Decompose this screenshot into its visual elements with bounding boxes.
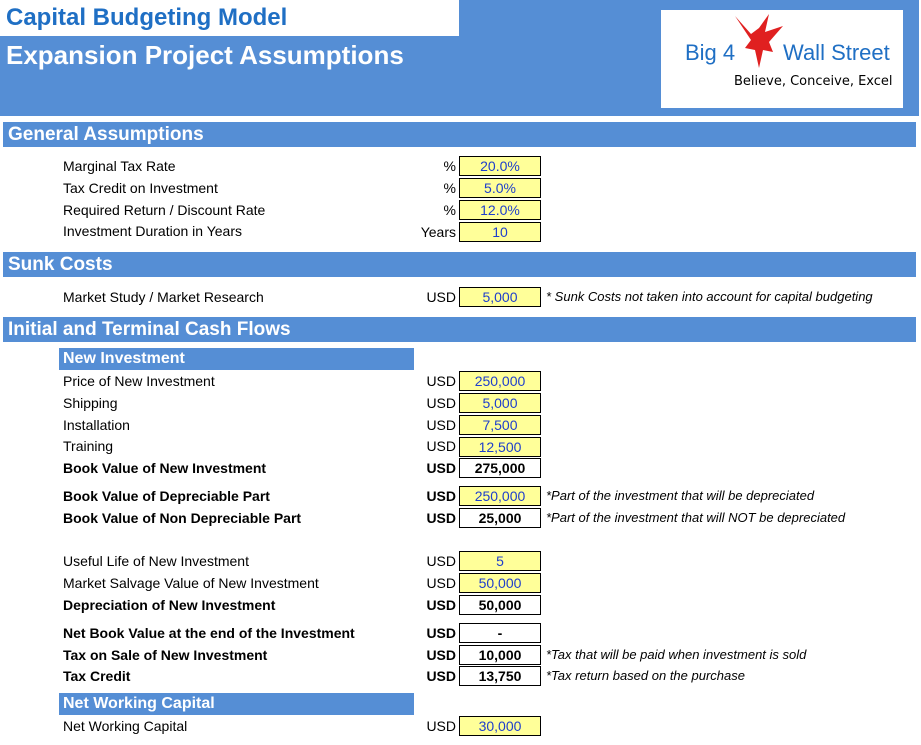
row-unit: USD bbox=[426, 668, 456, 684]
row-label: Tax on Sale of New Investment bbox=[63, 647, 268, 663]
row-unit: USD bbox=[426, 510, 456, 526]
input-salvage-value[interactable]: 50,000 bbox=[459, 573, 541, 593]
section-sunk-costs: Sunk Costs bbox=[3, 252, 916, 277]
note: *Part of the investment that will NOT be depreciated bbox=[546, 510, 846, 525]
input-market-study[interactable]: 5,000 bbox=[459, 287, 541, 307]
row-unit: USD bbox=[426, 373, 456, 389]
row-label: Book Value of Depreciable Part bbox=[63, 488, 270, 504]
value-non-depreciable-part: 25,000 bbox=[459, 508, 541, 528]
row-label: Required Return / Discount Rate bbox=[63, 202, 266, 218]
input-tax-credit[interactable]: 5.0% bbox=[459, 178, 541, 198]
row-label: Tax Credit on Investment bbox=[63, 180, 218, 196]
value-book-value-new-investment: 275,000 bbox=[459, 458, 541, 478]
value-tax-on-sale: 10,000 bbox=[459, 645, 541, 665]
note: *Tax that will be paid when investment is sold bbox=[546, 647, 807, 662]
row-label: Training bbox=[63, 438, 114, 454]
row-unit: USD bbox=[426, 438, 456, 454]
row-label: Book Value of Non Depreciable Part bbox=[63, 510, 302, 526]
row-label: Tax Credit bbox=[63, 668, 131, 684]
page-subtitle: Expansion Project Assumptions bbox=[6, 40, 404, 70]
input-training[interactable]: 12,500 bbox=[459, 437, 541, 457]
row-label: Price of New Investment bbox=[63, 373, 215, 389]
row-label: Shipping bbox=[63, 395, 118, 411]
row-label: Market Salvage Value of New Investment bbox=[63, 575, 319, 591]
row-unit: USD bbox=[426, 597, 456, 613]
row-unit: Years bbox=[420, 224, 456, 240]
row-unit: USD bbox=[426, 718, 456, 734]
logo-tagline: Believe, Conceive, Excel bbox=[734, 74, 893, 89]
row-unit: % bbox=[443, 202, 456, 218]
row-unit: USD bbox=[426, 289, 456, 305]
section-general-assumptions: General Assumptions bbox=[3, 122, 916, 147]
row-unit: % bbox=[443, 180, 456, 196]
row-unit: USD bbox=[426, 460, 456, 476]
row-unit: USD bbox=[426, 647, 456, 663]
logo bbox=[661, 10, 903, 108]
note: *Part of the investment that will be depreciated bbox=[546, 488, 815, 503]
logo-text-right: Wall Street bbox=[783, 40, 890, 65]
row-unit: USD bbox=[426, 395, 456, 411]
row-label: Depreciation of New Investment bbox=[63, 597, 276, 613]
row-unit: USD bbox=[426, 417, 456, 433]
row-unit: USD bbox=[426, 575, 456, 591]
header bbox=[0, 0, 921, 116]
value-net-book-value: - bbox=[459, 623, 541, 643]
row-unit: USD bbox=[426, 488, 456, 504]
row-label: Investment Duration in Years bbox=[63, 223, 242, 239]
value-depreciation: 50,000 bbox=[459, 595, 541, 615]
row-label: Useful Life of New Investment bbox=[63, 553, 249, 569]
input-discount-rate[interactable]: 12.0% bbox=[459, 200, 541, 220]
input-useful-life[interactable]: 5 bbox=[459, 551, 541, 571]
input-net-working-capital[interactable]: 30,000 bbox=[459, 716, 541, 736]
input-shipping[interactable]: 5,000 bbox=[459, 393, 541, 413]
row-label: Market Study / Market Research bbox=[63, 289, 264, 305]
subsection-net-working-capital: Net Working Capital bbox=[59, 693, 414, 715]
row-unit: % bbox=[443, 158, 456, 174]
note: * Sunk Costs not taken into account for capital budgeting bbox=[546, 289, 873, 304]
note: *Tax return based on the purchase bbox=[546, 668, 745, 683]
section-initial-terminal: Initial and Terminal Cash Flows bbox=[3, 317, 916, 342]
input-depreciable-part[interactable]: 250,000 bbox=[459, 486, 541, 506]
value-tax-credit: 13,750 bbox=[459, 666, 541, 686]
page-title: Capital Budgeting Model bbox=[6, 4, 288, 31]
row-label: Book Value of New Investment bbox=[63, 460, 267, 476]
input-investment-duration[interactable]: 10 bbox=[459, 222, 541, 242]
row-label: Installation bbox=[63, 417, 130, 433]
row-label: Net Book Value at the end of the Investment bbox=[63, 625, 355, 641]
input-price-new-investment[interactable]: 250,000 bbox=[459, 371, 541, 391]
input-marginal-tax-rate[interactable]: 20.0% bbox=[459, 156, 541, 176]
row-unit: USD bbox=[426, 625, 456, 641]
row-label: Marginal Tax Rate bbox=[63, 158, 176, 174]
input-installation[interactable]: 7,500 bbox=[459, 415, 541, 435]
row-unit: USD bbox=[426, 553, 456, 569]
row-label: Net Working Capital bbox=[63, 718, 188, 734]
logo-text-left: Big 4 bbox=[685, 40, 736, 65]
eagle-icon bbox=[729, 12, 789, 72]
subsection-new-investment: New Investment bbox=[59, 348, 414, 370]
